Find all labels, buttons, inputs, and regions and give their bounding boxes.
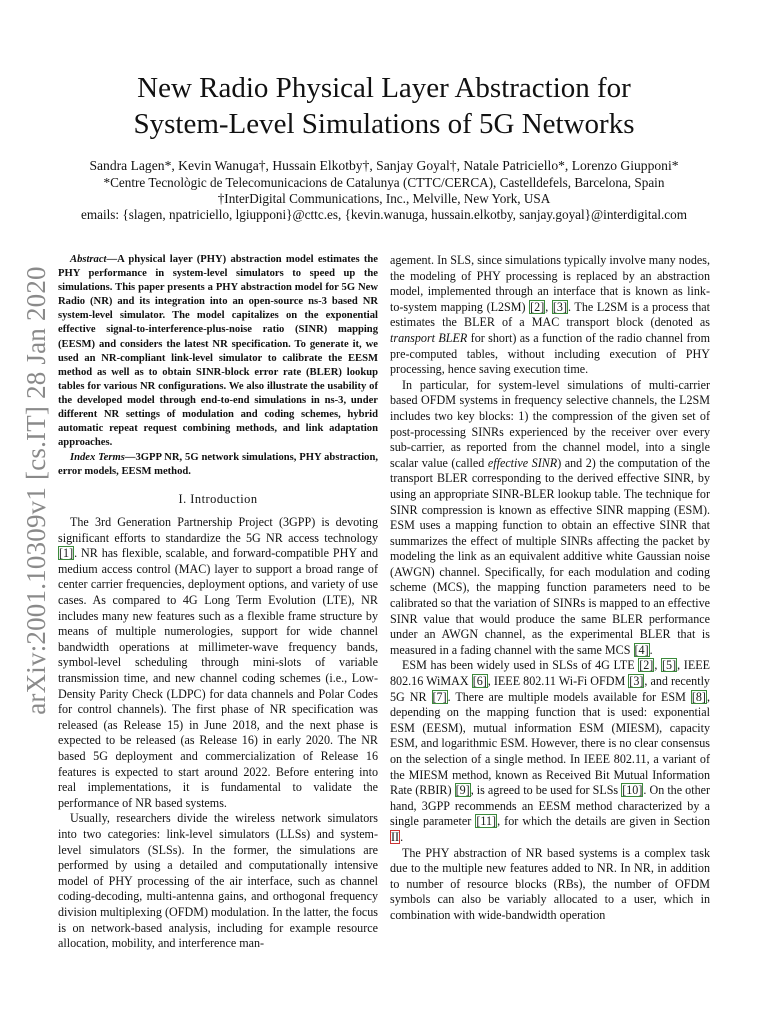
text-run: . bbox=[400, 829, 404, 844]
section-reference-link[interactable]: II bbox=[391, 829, 400, 844]
right-column bbox=[390, 253, 710, 924]
text-run: . On the other hand, 3GPP recommends an EESM method characterized by a single parameter bbox=[390, 783, 711, 829]
index-terms-label: Index Terms bbox=[70, 452, 125, 464]
abstract bbox=[58, 253, 378, 450]
author-emails: emails: {slagen, npatriciello, lgiupponi}@cttc.es, {kevin.wanuga, hussain.elkotby, sanjay.goyal}@interdigital.com bbox=[80, 207, 688, 222]
citation-link[interactable]: [6] bbox=[472, 674, 487, 689]
intro-paragraph-2: Usually, researchers divide the wireless network simulators into two categories: link-level simulators (LLSs) and system-level simulators (SLSs). In the former, the simulations are performed by using a detailed and computationally intensive model of PHY processing of the air interface, such as channel coding-decoding, multi-antenna gains, and orthogonal frequency division multiplexing (OFDM) modulation. In the latter, the focus is on network-based analysis, including for example resource allocation, mobility, and interference man- bbox=[58, 811, 378, 951]
paper-title bbox=[60, 70, 708, 142]
author-names: Sandra Lagen*, Kevin Wanuga†, Hussain Elkotby†, Sanjay Goyal†, Natale Patriciello*, Lorenzo Giupponi* bbox=[89, 158, 679, 173]
citation-link[interactable]: [10] bbox=[622, 783, 643, 798]
text-run: . There are multiple models available for ESM bbox=[447, 689, 691, 704]
citation-link[interactable]: [11] bbox=[476, 814, 497, 829]
arxiv-identifier bbox=[14, 265, 58, 715]
section-heading-introduction: I. Introduction bbox=[178, 491, 258, 506]
abstract-label: Abstract bbox=[70, 254, 107, 265]
citation-link[interactable]: [9] bbox=[455, 783, 470, 798]
text-run: , and recently 5G NR bbox=[390, 674, 710, 704]
text-run: , bbox=[545, 299, 552, 314]
citation-link[interactable]: [5] bbox=[662, 658, 677, 673]
citation-link[interactable]: [1] bbox=[59, 546, 74, 561]
intro-paragraph-3 bbox=[390, 378, 710, 659]
intro-paragraph-5: The PHY abstraction of NR based systems is a complex task due to the multiple new features added to NR. In NR, in addition to number of resource blocks (RBs), the number of OFDM symbols can also be variably allocated to a user, which in combination with wide-bandwidth operation bbox=[390, 845, 710, 922]
citation-link[interactable]: [8] bbox=[691, 689, 706, 704]
text-run: , IEEE 802.11 Wi-Fi OFDM bbox=[487, 674, 629, 689]
text-run: In particular, for system-level simulations of multi-carrier based OFDM systems in frequency selective channels, the L2SM includes two key blocks: 1) the compression of the given set of post-processing SINRs experienced by the receiver over every sub-carrier, as reported from the channel model, into a single scalar value (called bbox=[390, 377, 710, 470]
text-run: . NR has flexible, scalable, and forward-compatible PHY and medium access control (MAC) layer to support a broad range of center carrier frequencies, deployment options, and variety of use cases. As compared to 4G Long Term Evolution (LTE), NR includes many new features such as a flexible frame structure by means of multiple numerologies, support for wide channel bandwidth operations at millimeter-wave frequency bands, symbol-level scheduling through mini-slots of variable transmission time, and new channel coding schemes (i.e., Low-Density Parity Check (LDPC) for data channels and Polar Codes for control channels). The first phase of NR specification was released (as Release 15) in June 2018, and the next phase is expected to be released (as Release 16) in early 2020. The NR based 5G deployment and commercialization of Release 16 features is expected to start around 2022. Before entering into real implementations, it is fundamental to validate the performance of NR based systems. bbox=[58, 546, 378, 810]
text-run: ) and 2) the computation of the transport BLER corresponding to the derived effective SINR, by using an appropriate SINR-BLER lookup table. The technique for SINR compression is known as effective SINR mapping (ESM). ESM uses a mapping function to obtain an effective SINR that summarizes the effect of multiple SINRs affecting the packet by modeling the link as an equivalent additive white Gaussian noise (AWGN) channel. Specifically, for each modulation and coding scheme (MCS), the mapping function parameters need to be calibrated so that the variation of SINRs is mapped to an effective SINR value that would produce the same BLER performance under an AWGN channel, as the experimental BLER that is measured in a fading channel with the same MCS bbox=[390, 455, 710, 657]
text-run: . The L2SM is a process that estimates the BLER of a MAC transport block (denoted as bbox=[390, 299, 711, 330]
affiliation-cttc: *Centre Tecnològic de Telecomunicacions de Catalunya (CTTC/CERCA), Castelldefels, Barcelona, Spain bbox=[103, 175, 665, 190]
arxiv-identifier-text: arXiv:2001.10309v1 [cs.IT] 28 Jan 2020 bbox=[20, 265, 51, 715]
left-column bbox=[58, 253, 378, 952]
intro-paragraph-1 bbox=[58, 515, 378, 811]
affiliation-interdigital: †InterDigital Communications, Inc., Melville, New York, USA bbox=[217, 191, 551, 206]
italic-term: transport BLER bbox=[390, 330, 468, 345]
italic-term: effective SINR bbox=[487, 455, 558, 470]
author-block bbox=[40, 158, 728, 223]
title-line-2: System-Level Simulations of 5G Networks bbox=[133, 108, 635, 140]
text-run: The 3rd Generation Partnership Project (3GPP) is devoting significant efforts to standardize the 5G NR access technology bbox=[58, 515, 378, 545]
text-run: agement. In SLS, since simulations typically involve many nodes, the modeling of PHY processing is replaced by an abstraction model, implemented through an interface that is known as link-to-system mapping (L2SM) bbox=[390, 253, 710, 314]
text-run: ESM has been widely used in SLSs of 4G LTE bbox=[402, 658, 639, 673]
text-run: . bbox=[649, 642, 653, 657]
citation-link[interactable]: [3] bbox=[552, 299, 568, 314]
abstract-text: —A physical layer (PHY) abstraction model estimates the PHY performance in system-level simulators to speed up the simulations. This paper presents a PHY abstraction model for 5G New Radio (NR) and its integration into an open-source ns-3 based NR system-level simulator. The model capitalizes on the exponential effective signal-to-interference-plus-noise ratio (SINR) mapping (EESM) and considers the latest NR specification. To generate it, we used an NR-compliant link-level simulator to calibrate the EESM method as well as to obtain SINR-block error rate (BLER) lookup tables for various NR configurations. We also illustrate the usability of the developed model through end-to-end simulations in ns-3, under different NR settings of modulation and coding schemes, hybrid automatic repeat request combining methods, and link adaptation approaches. bbox=[58, 254, 378, 449]
intro-paragraph-4 bbox=[390, 658, 710, 845]
citation-link[interactable]: [3] bbox=[629, 674, 644, 689]
text-run: , bbox=[654, 658, 662, 673]
text-run: for short) as a function of the radio channel from pre-computed tables, without including execution of PHY processing, hence saving execution time. bbox=[390, 330, 710, 377]
citation-link[interactable]: [2] bbox=[530, 299, 545, 314]
title-line-1: New Radio Physical Layer Abstraction for bbox=[137, 72, 631, 104]
text-run: , for which the details are given in Section bbox=[497, 814, 710, 829]
text-run: , is agreed to be used for SLSs bbox=[470, 783, 622, 798]
citation-link[interactable]: [2] bbox=[639, 658, 654, 673]
text-run: , depending on the mapping function that is used: exponential ESM (EESM), mutual information ESM (MIESM), capacity ESM, and logarithmic ESM. However, there is no clear consensus on the selection of a single method. In IEEE 802.11, a variant of the MIESM method, known as Received Bit Mutual Information Rate (RBIR) bbox=[390, 689, 710, 798]
text-run: , IEEE 802.16 WiMAX bbox=[390, 658, 710, 689]
index-terms bbox=[58, 451, 378, 479]
index-terms-text: —3GPP NR, 5G network simulations, PHY abstraction, error models, EESM method. bbox=[58, 452, 378, 478]
citation-link[interactable]: [4] bbox=[634, 642, 649, 657]
intro-paragraph-2-cont bbox=[390, 253, 710, 378]
citation-link[interactable]: [7] bbox=[432, 689, 447, 704]
